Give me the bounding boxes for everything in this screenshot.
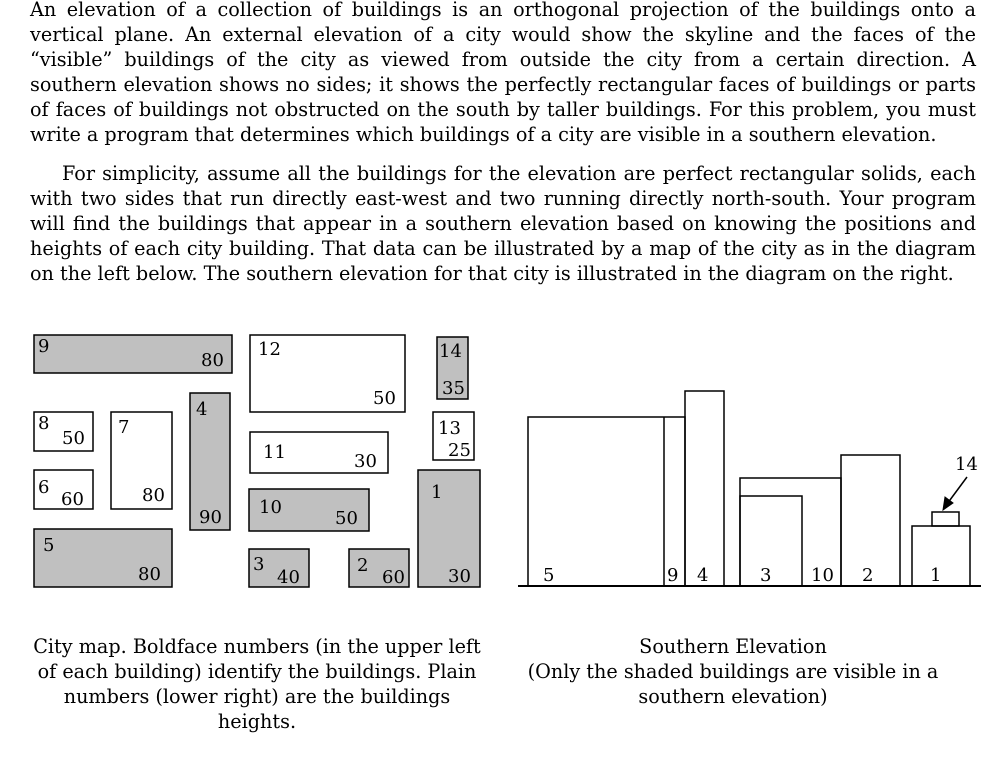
building-5-height: 80 bbox=[138, 564, 161, 585]
elev-label-2: 2 bbox=[862, 565, 874, 586]
building-2-height: 60 bbox=[382, 567, 405, 588]
callout-arrow-shaft bbox=[947, 477, 967, 504]
elev-label-1: 1 bbox=[930, 565, 942, 586]
building-14-height: 35 bbox=[442, 378, 465, 399]
elev-label-4: 4 bbox=[697, 565, 709, 586]
elev-building-4 bbox=[685, 391, 724, 586]
building-14 bbox=[437, 337, 468, 399]
building-12-height: 50 bbox=[373, 388, 396, 409]
building-10-id: 10 bbox=[259, 497, 282, 518]
building-2-id: 2 bbox=[357, 555, 369, 576]
building-10 bbox=[249, 489, 369, 531]
building-12 bbox=[250, 335, 405, 412]
building-11 bbox=[250, 432, 388, 473]
building-7-height: 80 bbox=[142, 485, 165, 506]
building-5 bbox=[34, 529, 172, 587]
elevation-caption-title: Southern Elevation bbox=[639, 635, 827, 658]
building-8-id: 8 bbox=[38, 413, 50, 434]
building-13 bbox=[433, 412, 474, 461]
elev-label-9: 9 bbox=[667, 565, 679, 586]
elev-building-5 bbox=[528, 417, 685, 586]
building-4 bbox=[190, 393, 230, 530]
building-1-height: 30 bbox=[448, 566, 471, 587]
elev-building-14 bbox=[932, 512, 959, 526]
elev-label-3: 3 bbox=[760, 565, 772, 586]
building-7 bbox=[111, 412, 172, 509]
building-2 bbox=[349, 549, 409, 588]
building-1-id: 1 bbox=[431, 482, 443, 503]
building-8 bbox=[34, 412, 93, 451]
building-9-id: 9 bbox=[38, 336, 50, 357]
building-5-id: 5 bbox=[43, 535, 55, 556]
building-10-height: 50 bbox=[335, 508, 358, 529]
building-12-id: 12 bbox=[258, 339, 281, 360]
building-9-height: 80 bbox=[201, 350, 224, 371]
building-1 bbox=[418, 470, 480, 587]
simplicity-paragraph: For simplicity, assume all the buildings for the elevation are perfect rectangular solids, each with two sides that run directly east-west and two running directly north-south. Your program will find the buildings that appear in a southern elevation based on knowing the positions and heights of each city building. That data can be illustrated by a map of the city as in the diagram on the left below. The southern elevation for that city is illustrated in the diagram on the right. bbox=[30, 162, 976, 285]
city-map bbox=[34, 335, 480, 588]
building-8-height: 50 bbox=[62, 428, 85, 449]
building-3 bbox=[249, 549, 309, 588]
building-4-height: 90 bbox=[199, 507, 222, 528]
southern-elevation bbox=[518, 391, 981, 586]
city-map-caption: City map. Boldface numbers (in the upper left of each building) identify the buildings. Plain numbers (lower right) are the buildings heights. bbox=[33, 635, 481, 733]
building-3-id: 3 bbox=[253, 554, 265, 575]
building-13-height: 25 bbox=[448, 440, 471, 461]
elevation-caption bbox=[488, 634, 978, 709]
building-4-id: 4 bbox=[196, 399, 208, 420]
building-6-height: 60 bbox=[61, 489, 84, 510]
intro-paragraph: An elevation of a collection of buildings is an orthogonal projection of the buildings onto a vertical plane. An external elevation of a city would show the skyline and the faces of the “visible” buildings of the city as viewed from outside the city from a certain direction. A southern elevation shows no sides; it shows the perfectly rectangular faces of buildings or parts of faces of buildings not obstructed on the south by taller buildings. For this problem, you must write a program that determines which buildings of a city are visible in a southern elevation. bbox=[30, 0, 976, 146]
building-7-id: 7 bbox=[118, 417, 130, 438]
building-6-id: 6 bbox=[38, 477, 50, 498]
building-11-height: 30 bbox=[354, 451, 377, 472]
callout-label-14: 14 bbox=[955, 454, 978, 475]
elevation-caption-note: (Only the shaded buildings are visible in a southern elevation) bbox=[527, 660, 939, 708]
building-11-id: 11 bbox=[263, 442, 286, 463]
building-6 bbox=[34, 470, 93, 510]
building-9 bbox=[34, 335, 232, 373]
building-13-id: 13 bbox=[438, 418, 461, 439]
building-14-id: 14 bbox=[439, 341, 462, 362]
elev-label-10: 10 bbox=[811, 565, 834, 586]
building-3-height: 40 bbox=[277, 567, 300, 588]
elev-label-5: 5 bbox=[543, 565, 555, 586]
